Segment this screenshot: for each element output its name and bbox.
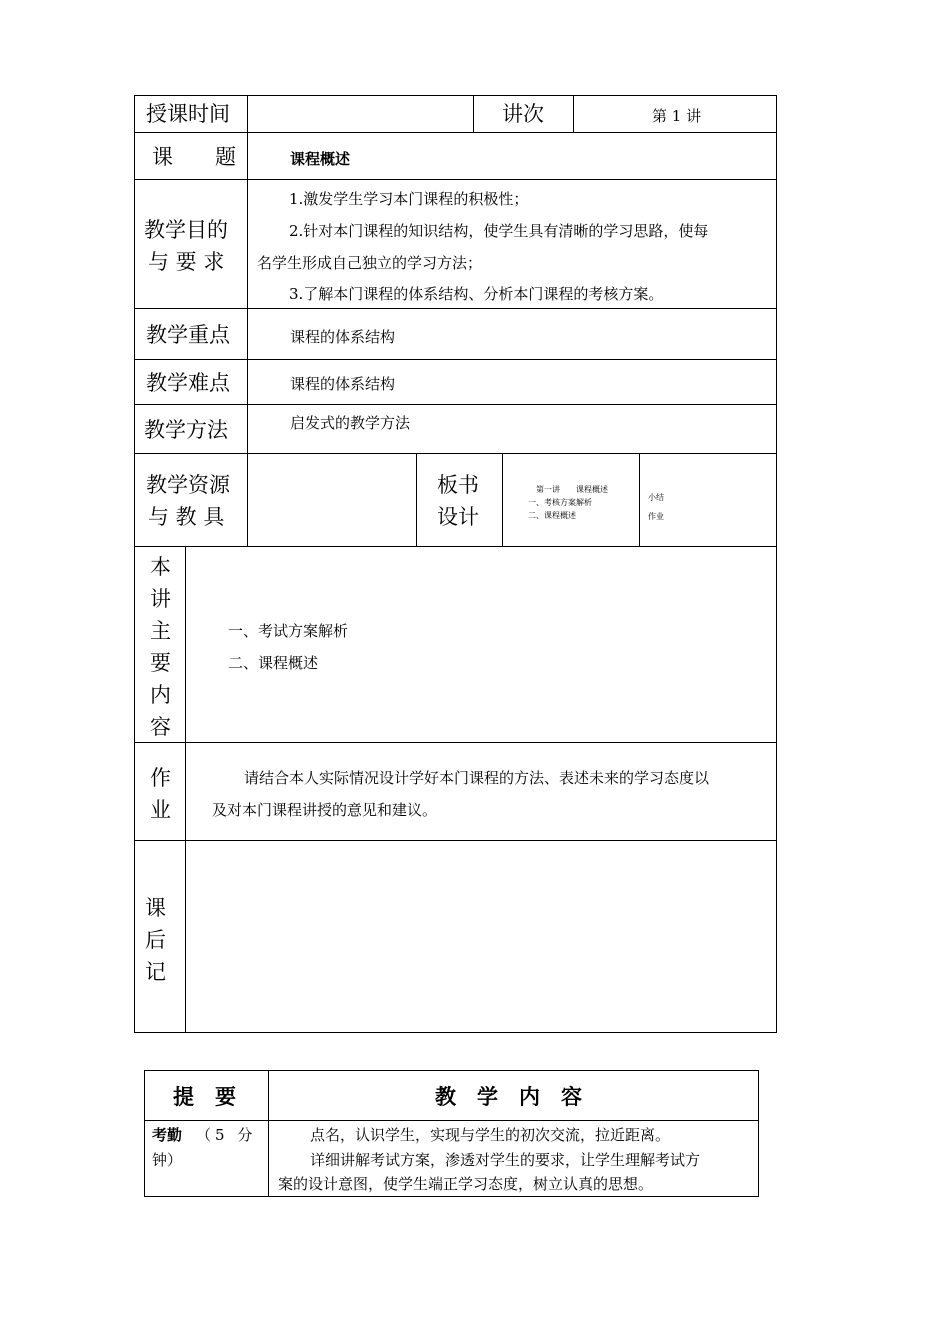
rule bbox=[134, 308, 777, 309]
teaching-content-table bbox=[0, 1060, 950, 1210]
rule bbox=[268, 1070, 269, 1197]
content-label-char: 讲 bbox=[150, 587, 171, 611]
rule bbox=[134, 359, 777, 360]
notes-label-char: 后 bbox=[145, 928, 166, 952]
board-design-homework: 作业 bbox=[648, 512, 664, 521]
time-label: 授课时间 bbox=[146, 102, 230, 126]
rule bbox=[776, 95, 777, 1033]
key-point-value: 课程的体系结构 bbox=[290, 328, 396, 346]
board-design-summary: 小结 bbox=[648, 493, 664, 502]
topic-label: 课 题 bbox=[152, 145, 236, 169]
goal-item: 名学生形成自己独立的学习方法； bbox=[257, 254, 483, 272]
attendance-label-duration: （5 分 bbox=[196, 1126, 257, 1144]
attendance-text: 点名，认识学生，实现与学生的初次交流，拉近距离。 bbox=[310, 1126, 671, 1144]
notes-label-char: 记 bbox=[145, 960, 166, 984]
attendance-text: 案的设计意图，使学生端正学习态度，树立认真的思想。 bbox=[278, 1175, 654, 1193]
homework-label bbox=[150, 762, 172, 826]
board-label-line2: 设计 bbox=[437, 505, 479, 529]
rule bbox=[134, 453, 777, 454]
homework-label-char: 业 bbox=[150, 798, 171, 822]
board-design-title: 第一讲 课程概述 bbox=[536, 485, 608, 494]
rule bbox=[134, 546, 777, 547]
rule bbox=[134, 742, 777, 743]
content-label-char: 本 bbox=[150, 555, 171, 579]
notes-label bbox=[145, 892, 167, 988]
rule bbox=[134, 840, 777, 841]
topic-value: 课程概述 bbox=[290, 150, 351, 168]
content-label-char: 要 bbox=[150, 651, 171, 675]
rule bbox=[416, 453, 417, 547]
key-point-label: 教学重点 bbox=[146, 323, 230, 347]
content-header: 教 学 内 容 bbox=[435, 1085, 582, 1109]
outline-header: 提 要 bbox=[173, 1085, 236, 1109]
rule bbox=[144, 1070, 145, 1197]
rule bbox=[144, 1120, 759, 1121]
rule bbox=[502, 453, 503, 547]
method-label: 教学方法 bbox=[144, 418, 228, 442]
goal-item: 3.了解本门课程的体系结构、分析本门课程的考核方案。 bbox=[289, 285, 664, 303]
goal-label-line1: 教学目的 bbox=[144, 218, 228, 242]
notes-label-char: 课 bbox=[145, 896, 166, 920]
goal-item: 1.激发学生学习本门课程的积极性； bbox=[289, 190, 529, 208]
rule bbox=[134, 179, 777, 180]
rule bbox=[247, 95, 248, 547]
board-design-line: 二、课程概述 bbox=[528, 511, 576, 520]
rule bbox=[134, 1032, 777, 1033]
goal-item: 2.针对本门课程的知识结构，使学生具有清晰的学习思路，使每 bbox=[289, 222, 709, 240]
rule bbox=[134, 404, 777, 405]
attendance-label bbox=[152, 1128, 256, 1143]
rule bbox=[473, 95, 474, 133]
content-item: 二、课程概述 bbox=[228, 654, 319, 672]
board-label-line1: 板书 bbox=[437, 473, 479, 497]
session-label: 讲次 bbox=[502, 102, 544, 126]
homework-text: 请结合本人实际情况设计学好本门课程的方法、表述未来的学习态度以 bbox=[244, 769, 710, 787]
attendance-label-cont: 钟） bbox=[152, 1151, 183, 1169]
attendance-text: 详细讲解考试方案，渗透对学生的要求，让学生理解考试方 bbox=[310, 1151, 701, 1169]
difficulty-label: 教学难点 bbox=[146, 371, 230, 395]
method-value: 启发式的教学方法 bbox=[290, 414, 411, 432]
rule bbox=[639, 453, 640, 547]
rule bbox=[134, 95, 777, 96]
content-label-char: 主 bbox=[150, 619, 171, 643]
content-label-char: 内 bbox=[150, 683, 171, 707]
session-value: 第 1 讲 bbox=[652, 107, 702, 125]
difficulty-value: 课程的体系结构 bbox=[290, 375, 396, 393]
homework-label-char: 作 bbox=[150, 766, 171, 790]
board-design-line: 一、考核方案解析 bbox=[528, 498, 592, 507]
attendance-label-bold: 考勤 bbox=[152, 1126, 183, 1144]
homework-text: 及对本门课程讲授的意见和建议。 bbox=[212, 801, 438, 819]
rule bbox=[573, 95, 574, 133]
rule bbox=[185, 546, 186, 1033]
rule bbox=[144, 1070, 759, 1071]
goal-label-line2: 与 要 求 bbox=[148, 250, 225, 274]
content-label-char: 容 bbox=[150, 715, 171, 739]
rule bbox=[144, 1196, 759, 1197]
content-item: 一、考试方案解析 bbox=[228, 622, 349, 640]
rule bbox=[134, 132, 777, 133]
rule bbox=[134, 95, 135, 1033]
content-label bbox=[150, 551, 172, 743]
rule bbox=[758, 1070, 759, 1197]
resource-label-line1: 教学资源 bbox=[146, 473, 230, 497]
resource-label-line2: 与 教 具 bbox=[148, 505, 225, 529]
